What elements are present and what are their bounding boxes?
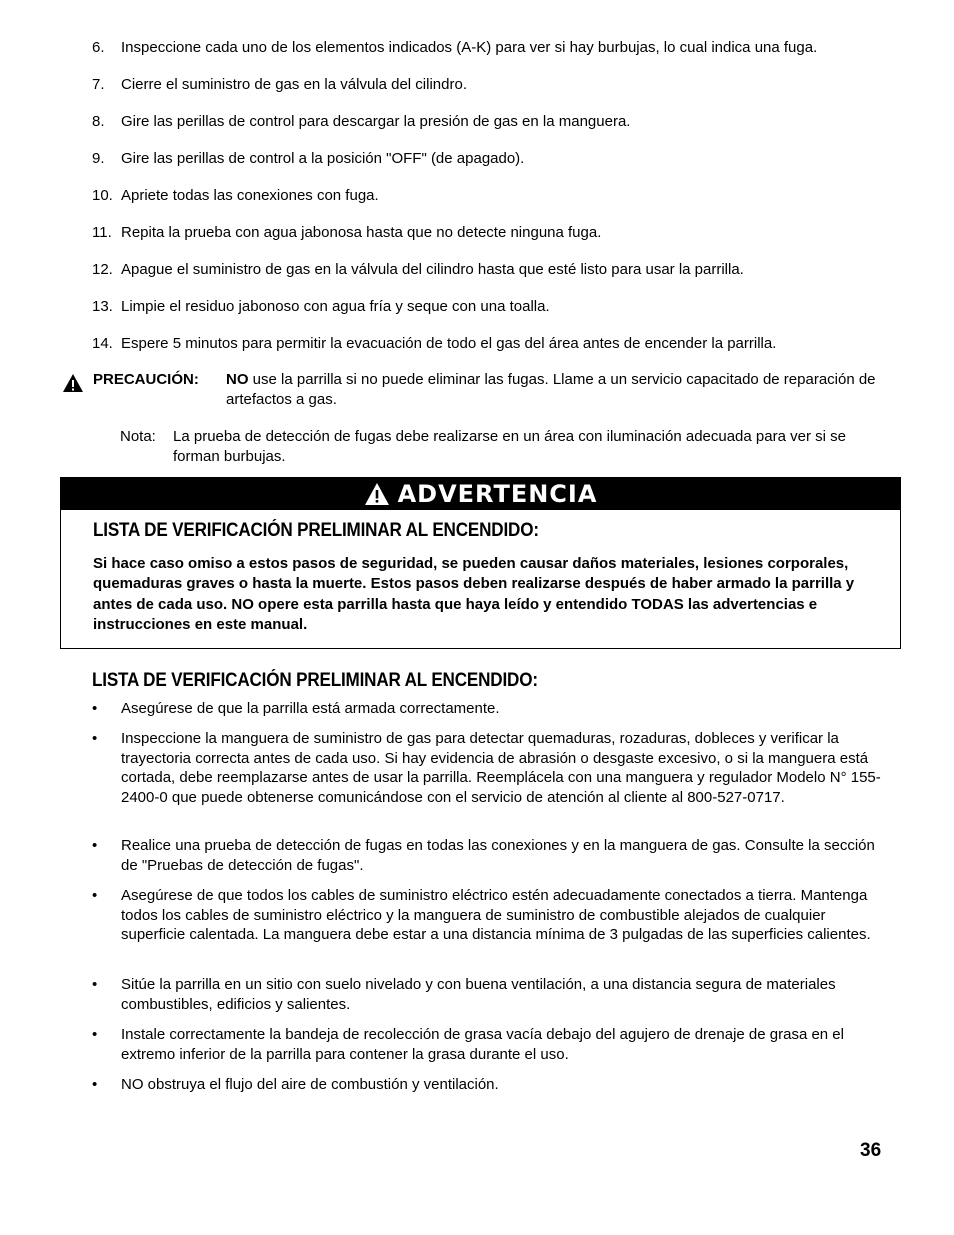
note-text: La prueba de detección de fugas debe realizarse en un área con iluminación adecuada para ver si se forman burbujas.	[173, 428, 846, 465]
step-text: Gire las perillas de control para descargar la presión de gas en la manguera.	[121, 113, 631, 130]
bullet-symbol: •	[92, 976, 98, 993]
step-number: 9.	[92, 150, 105, 167]
step-number: 8.	[92, 113, 105, 130]
step-text: Apriete todas las conexiones con fuga.	[121, 187, 379, 204]
step-text: Limpie el residuo jabonoso con agua fría y seque con una toalla.	[121, 298, 550, 315]
list-item-text: Asegúrese de que la parrilla está armada correctamente.	[121, 700, 500, 717]
step-text: Gire las perillas de control a la posición "OFF" (de apagado).	[121, 150, 525, 167]
checklist-title: LISTA DE VERIFICACIÓN PRELIMINAR AL ENCENDIDO:	[92, 670, 538, 691]
step-10	[92, 186, 892, 223]
step-7	[92, 75, 892, 112]
list-item-text: Realice una prueba de detección de fugas en todas las conexiones y en la manguera de gas. Consulte la sección de "Pruebas de detección de fugas".	[121, 837, 875, 874]
step-text: Inspeccione cada uno de los elementos indicados (A-K) para ver si hay burbujas, lo cual indica una fuga.	[121, 39, 818, 56]
note-label: Nota:	[120, 428, 156, 445]
list-item-text: Sitúe la parrilla en un sitio con suelo nivelado y con buena ventilación, a una distancia segura de materiales combustibles, edificios y salientes.	[121, 976, 836, 1013]
warning-box	[60, 477, 901, 649]
warning-title: LISTA DE VERIFICACIÓN PRELIMINAR AL ENCENDIDO:	[93, 520, 539, 541]
warning-triangle-icon	[62, 373, 84, 393]
step-6	[92, 38, 892, 75]
warning-header-label: ADVERTENCIA	[397, 480, 598, 508]
step-text: Apague el suministro de gas en la válvula del cilindro hasta que esté listo para usar la parrilla.	[121, 261, 744, 278]
list-item-text: Instale correctamente la bandeja de recolección de grasa vacía debajo del agujero de drenaje de grasa en el extremo inferior de la parrilla para contener la grasa durante el uso.	[121, 1026, 844, 1063]
step-14	[92, 334, 892, 371]
caution-label: PRECAUCIÓN:	[93, 371, 199, 388]
bullet-symbol: •	[92, 1026, 98, 1043]
step-13	[92, 297, 892, 334]
warning-body: Si hace caso omiso a estos pasos de seguridad, se pueden causar daños materiales, lesiones corporales, quemaduras graves o hasta la muerte. Estos pasos deben realizarse después de haber armado la parrilla y antes de cada uso. NO opere esta parrilla hasta que haya leído y entendido TODAS las advertencias e instrucciones en este manual.	[93, 555, 855, 633]
caution-body: use la parrilla si no puede eliminar las fugas. Llame a un servicio capacitado de reparación de artefactos a gas.	[226, 371, 876, 408]
bullet-symbol: •	[92, 837, 98, 854]
caution-text	[226, 370, 876, 410]
step-number: 10.	[92, 187, 113, 204]
step-8	[92, 112, 892, 149]
warning-header	[61, 478, 900, 510]
step-number: 12.	[92, 261, 113, 278]
caution-bold-word: NO	[226, 371, 249, 388]
step-text: Cierre el suministro de gas en la válvula del cilindro.	[121, 76, 467, 93]
step-text: Repita la prueba con agua jabonosa hasta que no detecte ninguna fuga.	[121, 224, 602, 241]
list-item-text: Inspeccione la manguera de suministro de gas para detectar quemaduras, rozaduras, dobleces y verificar la trayectoria correcta antes de cada uso. Si hay evidencia de abrasión o desgaste excesivo, o si la manguera está cortada, debe reemplazarse antes de usar la parrilla. Reemplácela con una manguera y regulador Modelo N° 155-2400-0 que puede obtenerse comunicándose con el servicio de atención al cliente al 800-527-0717.	[121, 730, 881, 806]
step-12	[92, 260, 892, 297]
step-number: 14.	[92, 335, 113, 352]
list-item-text: NO obstruya el flujo del aire de combustión y ventilación.	[121, 1076, 499, 1093]
warning-triangle-icon	[364, 482, 390, 506]
step-number: 6.	[92, 39, 105, 56]
numbered-steps	[92, 38, 892, 371]
bullet-symbol: •	[92, 730, 98, 747]
page-number: 36	[860, 1140, 882, 1161]
step-text: Espere 5 minutos para permitir la evacuación de todo el gas del área antes de encender la parrilla.	[121, 335, 777, 352]
step-number: 7.	[92, 76, 105, 93]
step-9	[92, 149, 892, 186]
bullet-symbol: •	[92, 1076, 98, 1093]
step-number: 13.	[92, 298, 113, 315]
bullet-symbol: •	[92, 887, 98, 904]
step-number: 11.	[92, 224, 112, 241]
step-11	[92, 223, 892, 260]
bullet-symbol: •	[92, 700, 98, 717]
list-item-text: Asegúrese de que todos los cables de suministro eléctrico estén adecuadamente conectados a tierra. Mantenga todos los cables de suministro eléctrico y la manguera de suministro de combustible alejados de cualquier superficie calentada. La manguera debe estar a una distancia mínima de 3 pulgadas de las superficies calientes.	[121, 887, 871, 943]
